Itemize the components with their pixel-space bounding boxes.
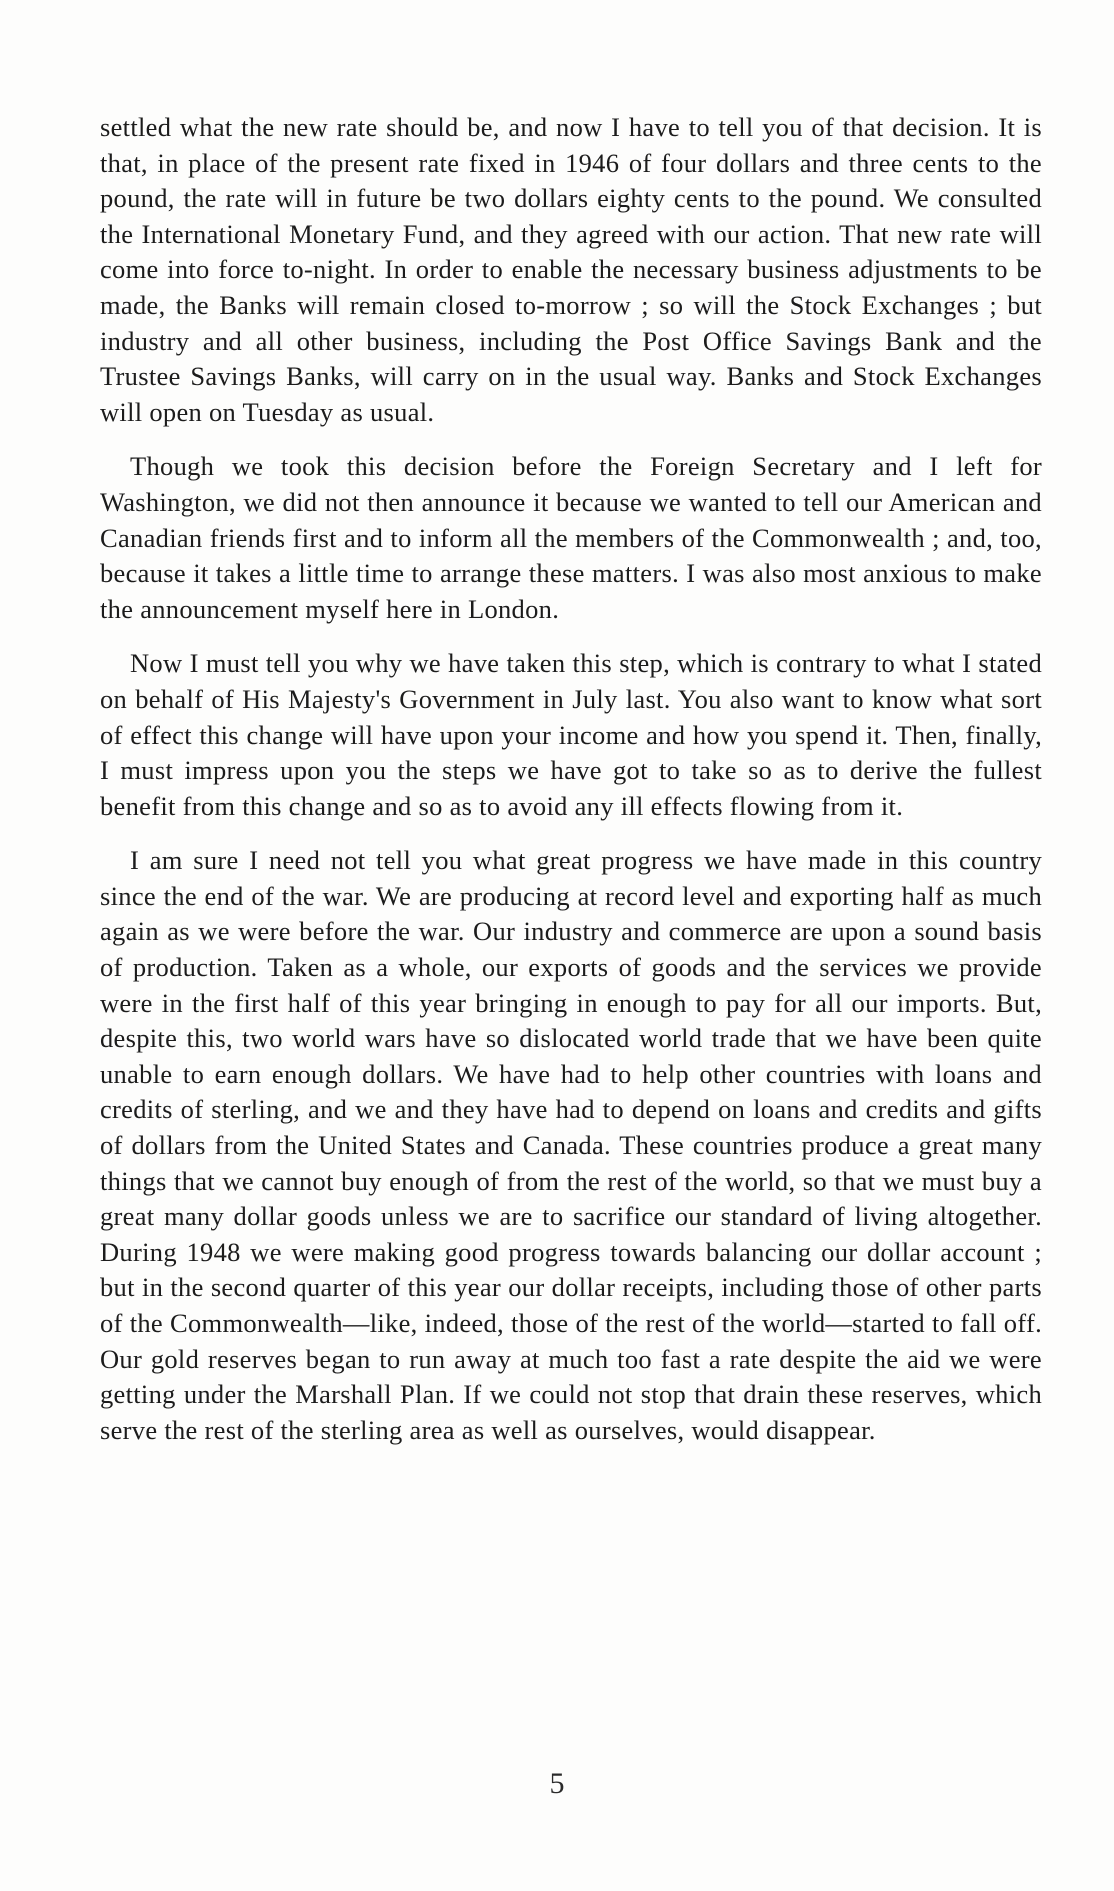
paragraph-1: settled what the new rate should be, and now I have to tell you of that decision. It is that, in place of the present rate fixed in 1946 of four dollars and three cents to the pound, the rate will in future be two dollars eighty cents to the pound. We consulted the International Monetary Fund, and they agreed with our action. That new rate will come into force to-night. In order to enable the necessary business adjustments to be made, the Banks will remain closed to-morrow ; so will the Stock Exchanges ; but industry and all other business, including the Post Office Savings Bank and the Trustee Savings Banks, will carry on in the usual way. Banks and Stock Exchanges will open on Tuesday as usual. xyxy=(100,112,1042,427)
paragraph-3: Now I must tell you why we have taken this step, which is contrary to what I stated on behalf of His Majesty's Government in July last. You also want to know what sort of effect this change will have upon your income and how you spend it. Then, finally, I must impress upon you the steps we have got to take so as to derive the fullest benefit from this change and so as to avoid any ill effects flowing from it. xyxy=(100,648,1042,821)
page-number: 5 xyxy=(549,1767,565,1800)
paragraph-2: Though we took this decision before the Foreign Secretary and I left for Washington, we did not then announce it because we wanted to tell our American and Canadian friends first and to inform all the members of the Commonwealth ; and, too, because it takes a little time to arrange these matters. I was also most anxious to make the announcement myself here in London. xyxy=(100,451,1042,624)
body-text xyxy=(100,110,1042,1467)
paragraph-4: I am sure I need not tell you what great progress we have made in this country since the end of the war. We are producing at record level and exporting half as much again as we were before the war. Our industry and commerce are upon a sound basis of production. Taken as a whole, our exports of goods and the services we provide were in the first half of this year bringing in enough to pay for all our imports. But, despite this, two world wars have so dislocated world trade that we have been quite unable to earn enough dollars. We have had to help other countries with loans and credits of sterling, and we and they have had to depend on loans and credits and gifts of dollars from the United States and Canada. These countries produce a great many things that we cannot buy enough of from the rest of the world, so that we must buy a great many dollar goods unless we are to sacrifice our standard of living altogether. During 1948 we were making good progress towards balancing our dollar account ; but in the second quarter of this year our dollar receipts, including those of other parts of the Commonwealth—like, indeed, those of the rest of the world—started to fall off. Our gold reserves began to run away at much too fast a rate despite the aid we were getting under the Marshall Plan. If we could not stop that drain these reserves, which serve the rest of the sterling area as well as ourselves, would disappear. xyxy=(100,845,1042,1445)
